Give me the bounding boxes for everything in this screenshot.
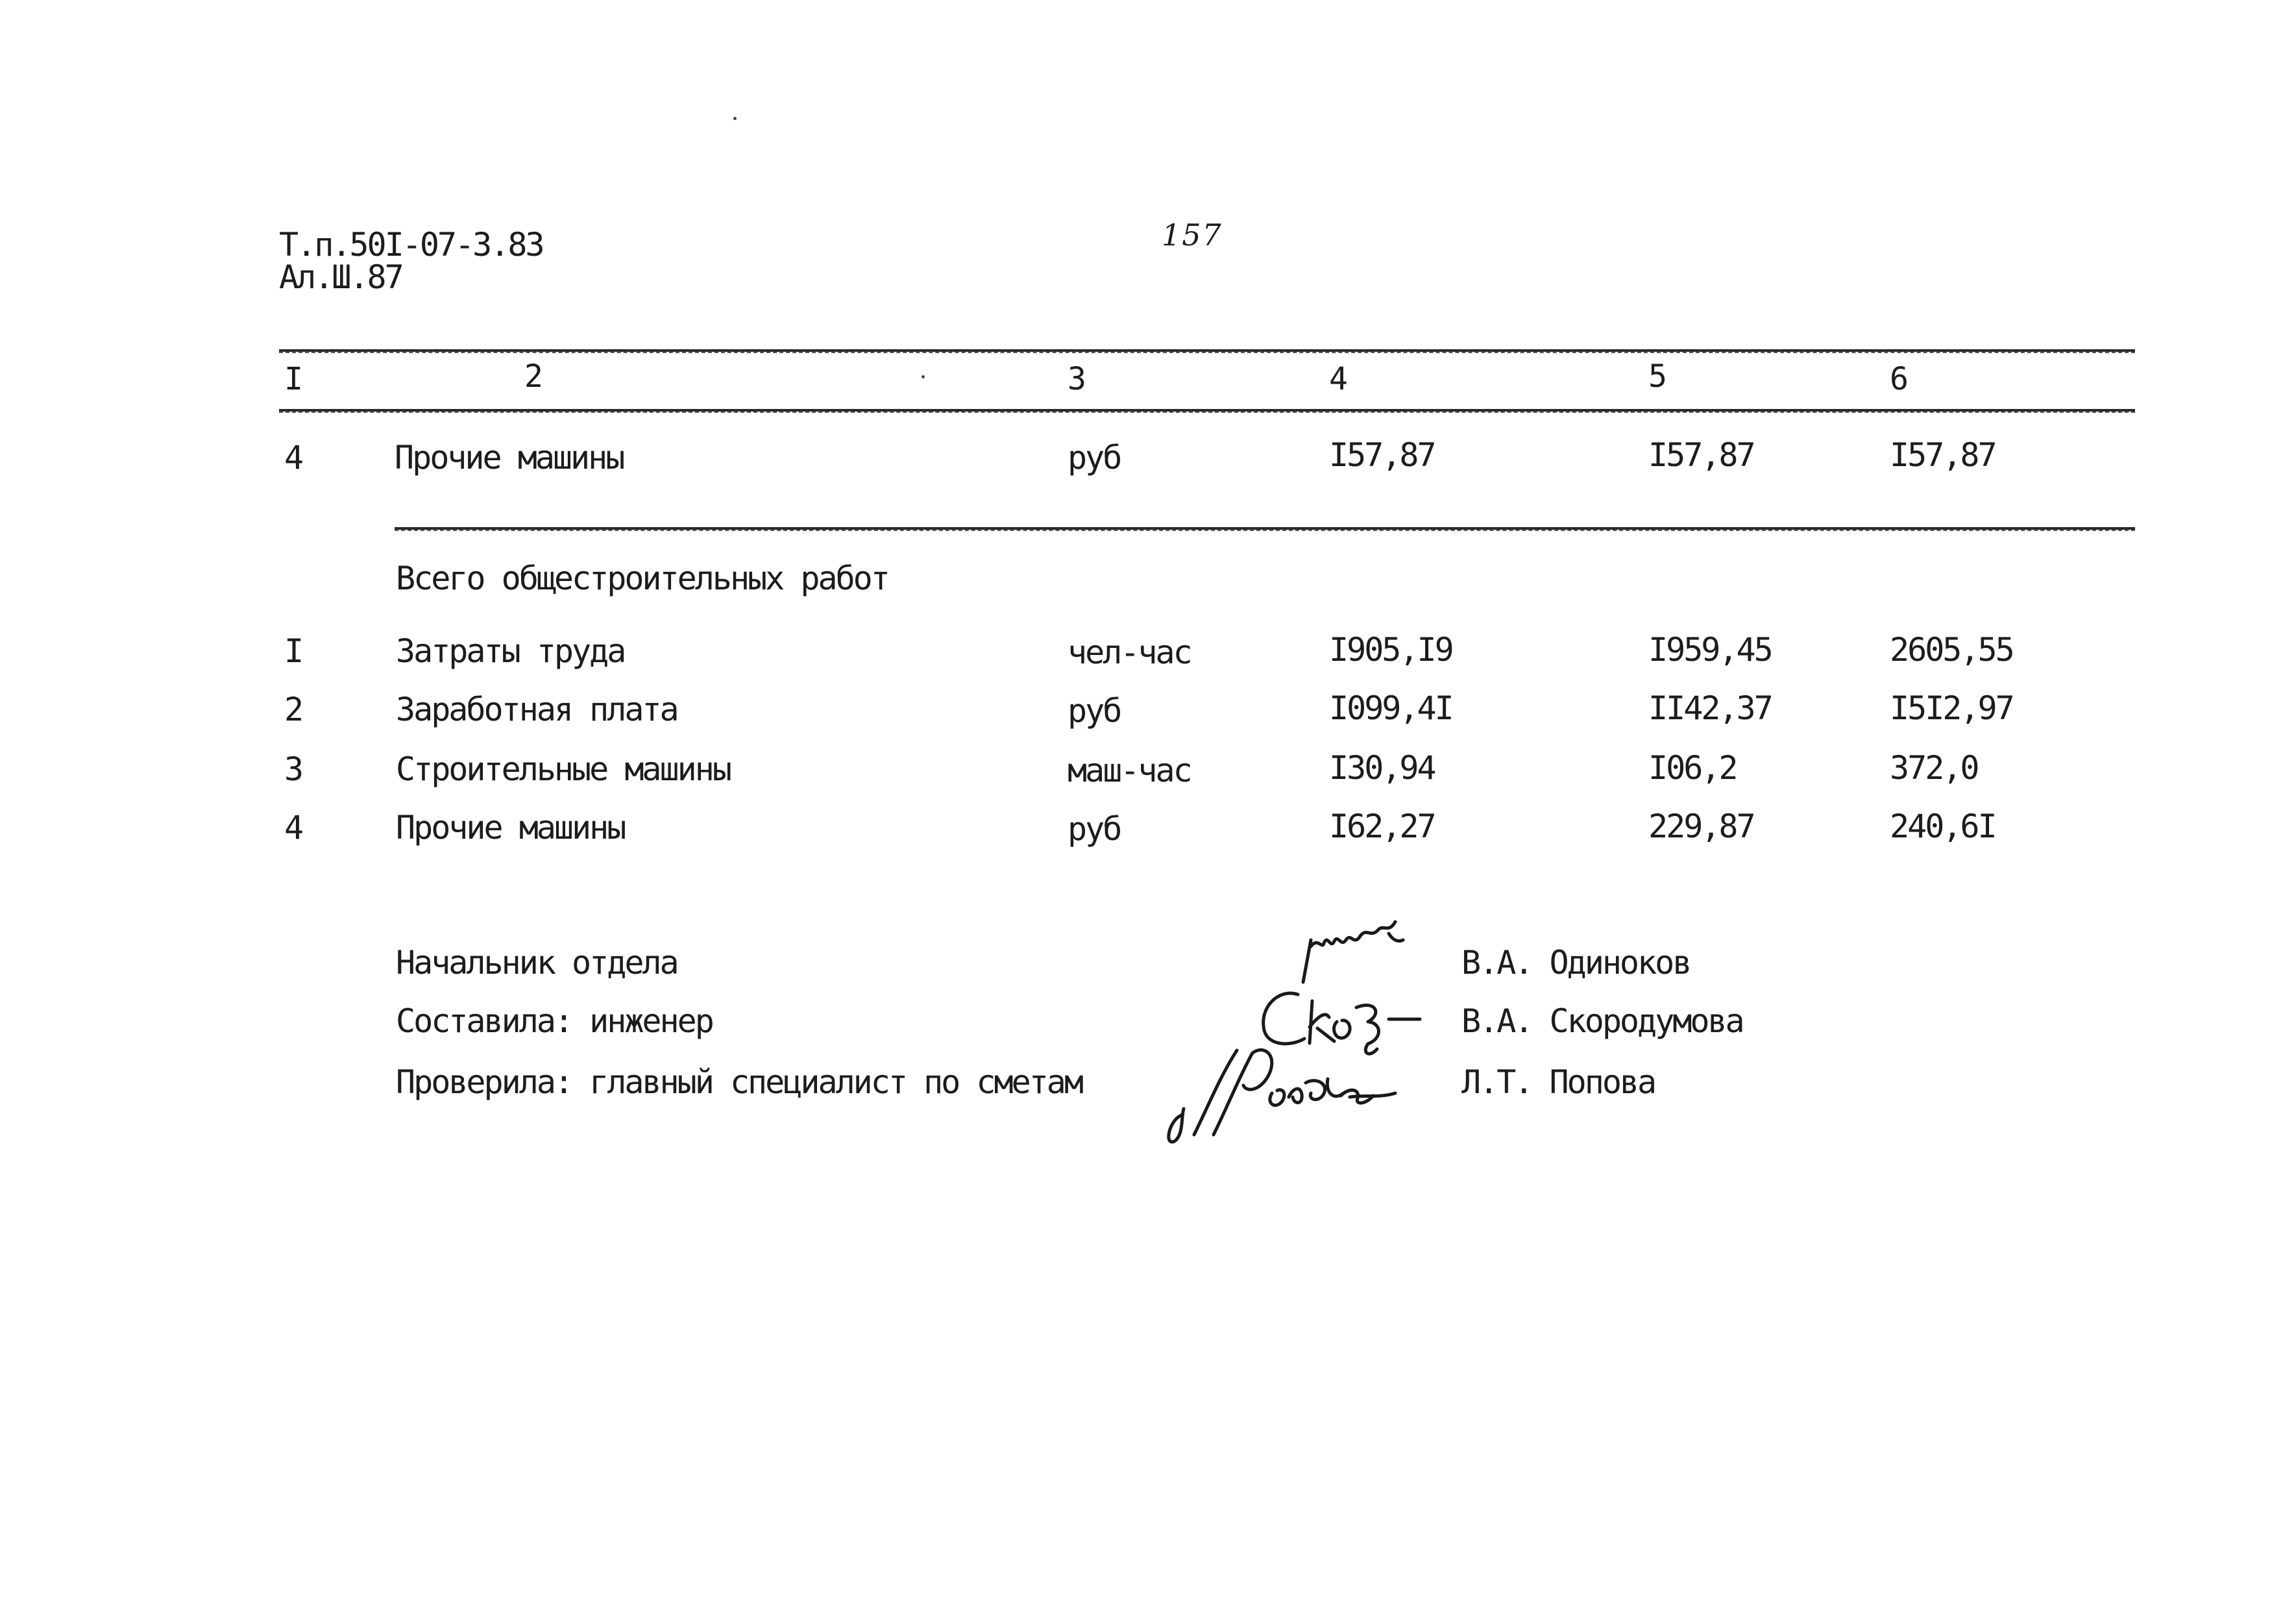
signer-name: Л.Т. Попова <box>1461 1063 1655 1101</box>
signer-name: В.А. Скородумова <box>1461 1002 1743 1040</box>
table-top-rule <box>279 349 2135 353</box>
signer-name: В.А. Одиноков <box>1461 944 1691 982</box>
header-bottom-rule <box>279 409 2135 413</box>
album-code: Ал.Ш.87 <box>279 258 402 296</box>
signer-role: Начальник отдела <box>396 944 678 982</box>
row-number: 3 <box>284 750 302 788</box>
row-value-col5: I57,87 <box>1648 436 1754 474</box>
column-number: 4 <box>1329 361 1347 397</box>
row-value-col6: I57,87 <box>1890 436 1996 474</box>
column-number: 2 <box>524 358 542 395</box>
row-value-col5: I06,2 <box>1648 749 1737 787</box>
row-value-col4: I099,4I <box>1329 689 1452 727</box>
row-number: 4 <box>284 809 302 846</box>
row-value-col6: 2605,55 <box>1890 631 2013 669</box>
section-separator-rule <box>395 527 2135 531</box>
row-value-col4: I30,94 <box>1329 749 1435 787</box>
signer-role: Проверила: главный специалист по сметам <box>396 1063 1082 1101</box>
row-value-col6: 372,0 <box>1890 749 1978 787</box>
row-number: 4 <box>284 439 302 476</box>
row-value-col4: I62,27 <box>1329 808 1435 845</box>
document-code: Т.п.50I-07-3.83 <box>279 226 543 264</box>
row-name: Заработная плата <box>396 691 678 728</box>
row-name: Прочие машины <box>396 809 625 846</box>
row-value-col4: I905,I9 <box>1329 631 1452 669</box>
row-unit: руб <box>1068 692 1121 730</box>
row-name: Прочие машины <box>395 439 624 476</box>
row-unit: маш-час <box>1068 752 1191 789</box>
row-unit: руб <box>1068 439 1121 476</box>
row-unit: чел-час <box>1068 634 1191 671</box>
row-value-col4: I57,87 <box>1329 436 1435 474</box>
row-value-col5: II42,37 <box>1648 689 1772 727</box>
column-number: 5 <box>1648 358 1666 395</box>
row-value-col6: 240,6I <box>1890 808 1996 845</box>
signer-role: Составила: инженер <box>396 1002 713 1040</box>
total-heading: Всего общестроительных работ <box>396 560 888 597</box>
column-number: 3 <box>1068 361 1085 397</box>
row-value-col6: I5I2,97 <box>1890 689 2013 727</box>
signature-popova <box>1155 1037 1415 1148</box>
scan-speck <box>733 117 737 120</box>
page-number: 157 <box>1162 217 1223 253</box>
row-number: I <box>284 632 302 670</box>
row-unit: руб <box>1068 810 1121 848</box>
scan-speck <box>922 375 925 378</box>
row-number: 2 <box>284 691 302 728</box>
row-value-col5: I959,45 <box>1648 631 1772 669</box>
row-name: Строительные машины <box>396 750 730 788</box>
signature-odinokov <box>1291 914 1408 992</box>
row-name: Затраты труда <box>396 632 625 670</box>
row-value-col5: 229,87 <box>1648 808 1754 845</box>
column-number: 6 <box>1890 361 1907 397</box>
column-number: I <box>284 361 302 397</box>
